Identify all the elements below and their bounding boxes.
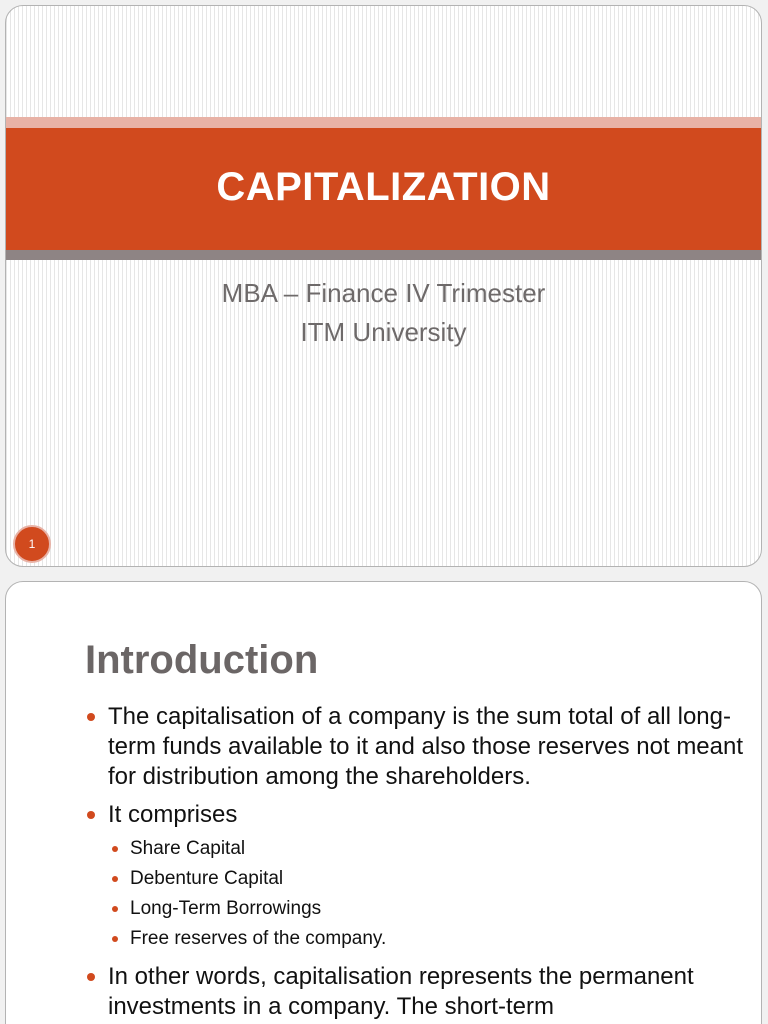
sub-bullet-list [108,834,744,954]
subtitle-line: ITM University [300,317,467,347]
slide-1 [5,5,762,567]
sub-bullet-item: Debenture Capital [108,864,744,894]
slide-2 [5,581,762,1024]
bullet-list [84,702,744,1024]
sub-bullet-item: Share Capital [108,834,744,864]
bullet-item [84,800,744,954]
slide-title: CAPITALIZATION [216,164,551,209]
bullet-text: In other words, capitalisation represents the permanent investments in a company. The short-term [108,963,694,1020]
sub-bullet-item: Long-Term Borrowings [108,894,744,924]
title-band [6,128,761,250]
title-band-accent-bottom [6,250,761,260]
slide-number-badge: 1 [13,525,51,563]
bullet-item [84,702,744,792]
bullet-text: The capitalisation of a company is the sum total of all long-term funds available to it and also those reserves not meant for distribution among the shareholders. [108,703,744,790]
subtitle-line: MBA – Finance IV Trimester [221,278,546,308]
sub-bullet-item: Free reserves of the company. [108,924,744,954]
slide-subtitle [6,274,761,352]
bullet-item [84,962,744,1022]
bullet-text: It comprises [108,801,238,828]
slide-heading: Introduction [85,638,319,682]
